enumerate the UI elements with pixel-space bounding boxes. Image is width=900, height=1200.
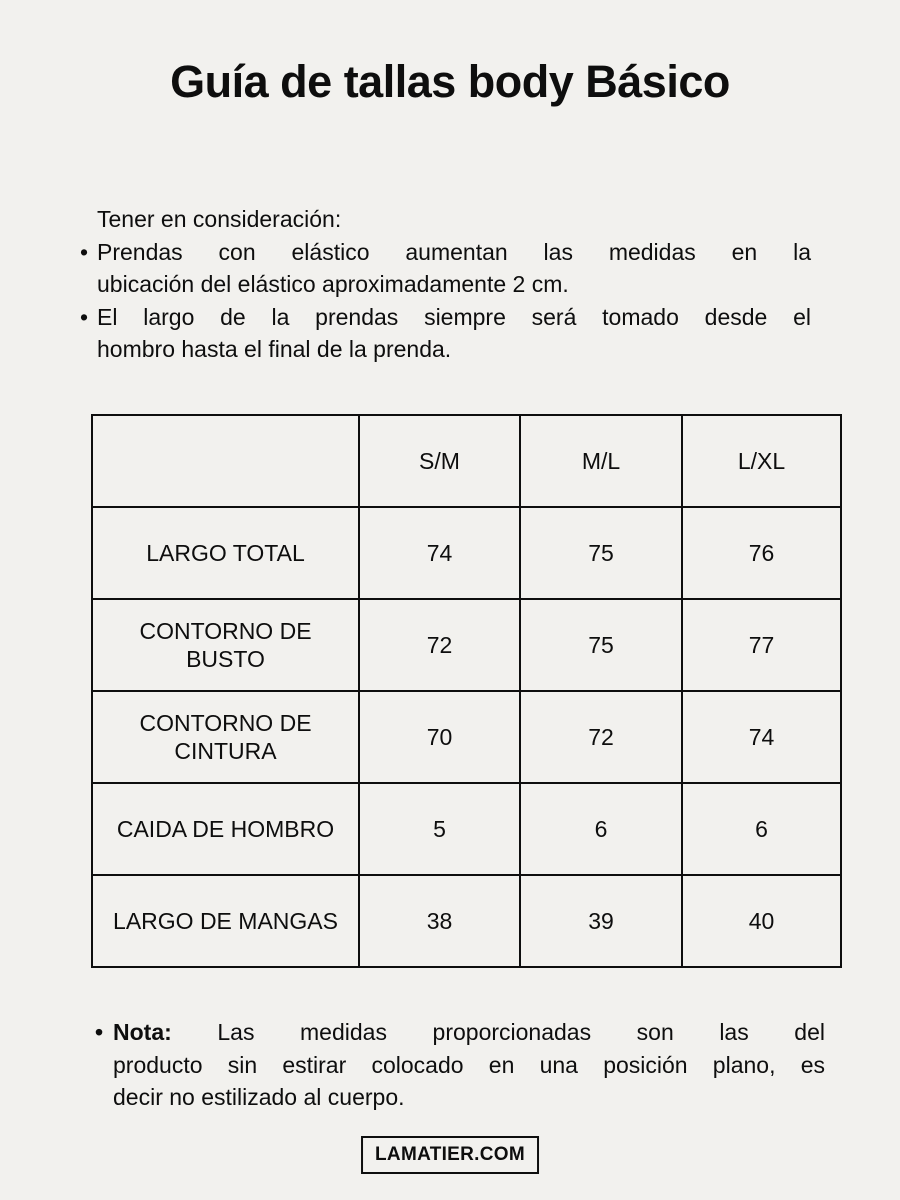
- table-row: [92, 599, 841, 691]
- value-cell: 75: [520, 599, 682, 691]
- value-cell: 5: [359, 783, 520, 875]
- corner-cell: [92, 415, 359, 507]
- text-line: El largo de la prendas siempre será tomado desde el: [97, 303, 811, 330]
- value-cell: 40: [682, 875, 841, 967]
- value-cell: 76: [682, 507, 841, 599]
- list-item: [80, 301, 811, 366]
- page-title: Guía de tallas body Básico: [170, 56, 730, 107]
- text-line: [113, 1016, 825, 1049]
- note-section: [95, 1016, 825, 1114]
- row-label-line: LARGO DE MANGAS: [113, 908, 338, 934]
- bullet-icon: •: [95, 1019, 104, 1045]
- text-line: ubicación del elástico aproximadamente 2 cm.: [97, 271, 569, 297]
- row-label-line: LARGO TOTAL: [146, 540, 305, 566]
- size-header-cell: L/XL: [682, 415, 841, 507]
- row-label-cell: [92, 507, 359, 599]
- row-label-line: CONTORNO DE: [139, 618, 312, 644]
- value-cell: 70: [359, 691, 520, 783]
- text-line: Prendas con elástico aumentan las medidas en la: [97, 238, 811, 265]
- value-cell: 75: [520, 507, 682, 599]
- text-line: decir no estilizado al cuerpo.: [113, 1084, 405, 1110]
- note-text: [113, 1016, 825, 1114]
- bullet-icon: •: [80, 238, 89, 265]
- row-label-line: BUSTO: [186, 646, 265, 672]
- text-line: producto sin estirar colocado en una posición plano, es: [113, 1051, 825, 1078]
- considerations-heading: Tener en consideración:: [97, 206, 342, 232]
- table-row: [92, 875, 841, 967]
- row-label-line: CINTURA: [174, 738, 277, 764]
- value-cell: 6: [682, 783, 841, 875]
- table-row: [92, 783, 841, 875]
- table-row: [92, 507, 841, 599]
- note-label: Nota:: [113, 1019, 172, 1045]
- row-label-cell: [92, 875, 359, 967]
- row-label-cell: [92, 783, 359, 875]
- row-label-line: CAIDA DE HOMBRO: [116, 816, 335, 842]
- bullet-icon: •: [80, 303, 89, 330]
- table-header-row: [92, 415, 841, 507]
- value-cell: 72: [520, 691, 682, 783]
- row-label-cell: [92, 691, 359, 783]
- note-line-rest: Las medidas proporcionadas son las del: [217, 1019, 825, 1045]
- row-label-line: CONTORNO DE: [139, 710, 312, 736]
- value-cell: 74: [682, 691, 841, 783]
- list-item-text: [97, 236, 811, 301]
- value-cell: 6: [520, 783, 682, 875]
- row-label-cell: [92, 599, 359, 691]
- size-header-cell: M/L: [520, 415, 682, 507]
- size-header-cell: S/M: [359, 415, 520, 507]
- value-cell: 72: [359, 599, 520, 691]
- table-row: [92, 691, 841, 783]
- value-cell: 38: [359, 875, 520, 967]
- size-table: [91, 414, 842, 968]
- value-cell: 77: [682, 599, 841, 691]
- list-item-text: [97, 301, 811, 366]
- brand-badge: LAMATIER.COM: [361, 1136, 539, 1174]
- value-cell: 74: [359, 507, 520, 599]
- considerations-section: [80, 203, 811, 366]
- value-cell: 39: [520, 875, 682, 967]
- text-line: hombro hasta el final de la prenda.: [97, 336, 452, 362]
- list-item: [80, 236, 811, 301]
